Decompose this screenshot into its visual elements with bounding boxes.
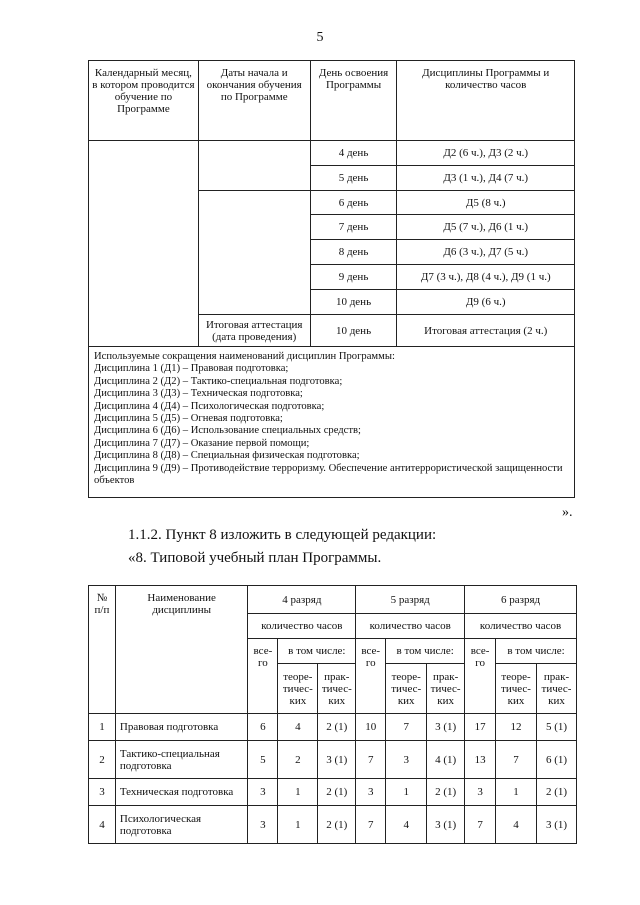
disciplines-cell: Д3 (1 ч.), Д4 (7 ч.): [397, 166, 575, 191]
curriculum-row: [89, 806, 577, 844]
curriculum-row: [89, 779, 577, 806]
cell-value: 3: [356, 779, 386, 806]
curriculum-row: [89, 741, 577, 779]
abbreviation-line: Дисциплина 1 (Д1) – Правовая подготовка;: [94, 363, 289, 375]
day-cell: 5 день: [310, 166, 397, 191]
disciplines-cell: Д7 (3 ч.), Д8 (4 ч.), Д9 (1 ч.): [397, 265, 575, 290]
header-theory: теоре-тичес-ких: [278, 664, 318, 714]
header-grade-4: 4 разряд: [248, 586, 356, 614]
cell-value: 7: [356, 741, 386, 779]
row-number: 1: [89, 714, 116, 741]
abbreviations-cell: [89, 347, 575, 498]
cell-value: 6 (1): [536, 741, 576, 779]
cell-value: 2 (1): [318, 806, 356, 844]
header-dates: Даты начала и окончания обучения по Программе: [198, 61, 310, 141]
attestation-label: Итоговая аттестация (дата проведения): [198, 315, 310, 347]
cell-value: 2 (1): [318, 714, 356, 741]
row-name: Тактико-специальная подготовка: [115, 741, 248, 779]
day-cell: 6 день: [310, 191, 397, 215]
cell-value: 3 (1): [318, 741, 356, 779]
cell-value: 4: [496, 806, 537, 844]
header-hours: количество часов: [465, 614, 577, 639]
paragraph-plan-title: «8. Типовой учебный план Программы.: [128, 550, 382, 566]
paragraph-amendment: 1.1.2. Пункт 8 изложить в следующей редакции:: [128, 527, 437, 543]
header-practice: прак-тичес-ких: [536, 664, 576, 714]
header-theory: теоре-тичес-ких: [386, 664, 427, 714]
cell-value: 2 (1): [318, 779, 356, 806]
cell-value: 2 (1): [536, 779, 576, 806]
dates-cell: [198, 191, 310, 315]
cell-value: 7: [356, 806, 386, 844]
abbreviation-line: Дисциплина 5 (Д5) – Огневая подготовка;: [94, 413, 283, 425]
abbreviations-title: Используемые сокращения наименований дисциплин Программы:: [94, 351, 395, 362]
abbreviation-line: Дисциплина 2 (Д2) – Тактико-специальная подготовка;: [94, 375, 343, 387]
cell-value: 4: [278, 714, 318, 741]
disciplines-cell: Д6 (3 ч.), Д7 (5 ч.): [397, 240, 575, 265]
abbreviation-line: Дисциплина 9 (Д9) – Противодействие терроризму. Обеспечение антитеррористической защищенности объектов: [94, 462, 563, 487]
cell-value: 5 (1): [536, 714, 576, 741]
cell-value: 6: [248, 714, 278, 741]
cell-value: 1: [496, 779, 537, 806]
cell-value: 7: [465, 806, 496, 844]
cell-value: 17: [465, 714, 496, 741]
curriculum-table: [88, 585, 577, 844]
cell-value: 13: [465, 741, 496, 779]
cell-value: 3: [465, 779, 496, 806]
header-day: День освоения Программы: [310, 61, 397, 141]
header-total: все-го: [356, 639, 386, 714]
header-name: Наименование дисциплины: [115, 586, 248, 714]
dates-cell: [198, 141, 310, 191]
header-grade-5: 5 разряд: [356, 586, 465, 614]
cell-value: 5: [248, 741, 278, 779]
cell-value: 1: [386, 779, 427, 806]
header-number: № п/п: [89, 586, 116, 714]
cell-value: 4 (1): [427, 741, 465, 779]
disciplines-cell: Д9 (6 ч.): [397, 290, 575, 315]
header-hours: количество часов: [248, 614, 356, 639]
cell-value: 2 (1): [427, 779, 465, 806]
day-cell: 9 день: [310, 265, 397, 290]
day-cell: 4 день: [310, 141, 397, 166]
day-cell: 7 день: [310, 215, 397, 240]
cell-value: 3 (1): [427, 806, 465, 844]
row-name: Психологическая подготовка: [115, 806, 248, 844]
cell-value: 7: [386, 714, 427, 741]
row-number: 4: [89, 806, 116, 844]
curriculum-row: [89, 714, 577, 741]
cell-value: 7: [496, 741, 537, 779]
cell-value: 3 (1): [536, 806, 576, 844]
month-cell: [89, 141, 199, 347]
disciplines-cell: Итоговая аттестация (2 ч.): [397, 315, 575, 347]
header-including: в том числе:: [496, 639, 577, 664]
closing-quote: ».: [562, 505, 573, 520]
header-total: все-го: [465, 639, 496, 714]
schedule-header-row: [89, 61, 575, 141]
header-including: в том числе:: [386, 639, 465, 664]
day-cell: 10 день: [310, 315, 397, 347]
cell-value: 1: [278, 779, 318, 806]
cell-value: 3: [248, 806, 278, 844]
header-practice: прак-тичес-ких: [318, 664, 356, 714]
row-name: Техническая подготовка: [115, 779, 248, 806]
disciplines-cell: Д2 (6 ч.), Д3 (2 ч.): [397, 141, 575, 166]
abbreviation-line: Дисциплина 3 (Д3) – Техническая подготовка;: [94, 388, 303, 400]
header-including: в том числе:: [278, 639, 356, 664]
day-cell: 8 день: [310, 240, 397, 265]
cell-value: 12: [496, 714, 537, 741]
cell-value: 10: [356, 714, 386, 741]
cell-value: 4: [386, 806, 427, 844]
cell-value: 2: [278, 741, 318, 779]
header-practice: прак-тичес-ких: [427, 664, 465, 714]
header-total: все-го: [248, 639, 278, 714]
day-cell: 10 день: [310, 290, 397, 315]
schedule-table: [88, 60, 575, 498]
abbreviation-line: Дисциплина 4 (Д4) – Психологическая подготовка;: [94, 400, 325, 412]
abbreviation-line: Дисциплина 8 (Д8) – Специальная физическая подготовка;: [94, 450, 360, 462]
header-theory: теоре-тичес-ких: [496, 664, 537, 714]
header-month: Календарный месяц, в котором проводится обучение по Программе: [89, 61, 199, 141]
disciplines-cell: Д5 (7 ч.), Д6 (1 ч.): [397, 215, 575, 240]
abbreviation-line: Дисциплина 6 (Д6) – Использование специальных средств;: [94, 425, 361, 437]
cell-value: 3: [248, 779, 278, 806]
cell-value: 1: [278, 806, 318, 844]
abbreviations-row: [89, 347, 575, 498]
row-number: 3: [89, 779, 116, 806]
header-grade-6: 6 разряд: [465, 586, 577, 614]
abbreviation-line: Дисциплина 7 (Д7) – Оказание первой помощи;: [94, 437, 310, 449]
disciplines-cell: Д5 (8 ч.): [397, 191, 575, 215]
page-number: 5: [316, 30, 324, 45]
cell-value: 3 (1): [427, 714, 465, 741]
row-number: 2: [89, 741, 116, 779]
header-hours: количество часов: [356, 614, 465, 639]
curriculum-header-row: [89, 586, 577, 614]
schedule-row: [89, 141, 575, 166]
header-disciplines: Дисциплины Программы и количество часов: [397, 61, 575, 141]
row-name: Правовая подготовка: [115, 714, 248, 741]
cell-value: 3: [386, 741, 427, 779]
